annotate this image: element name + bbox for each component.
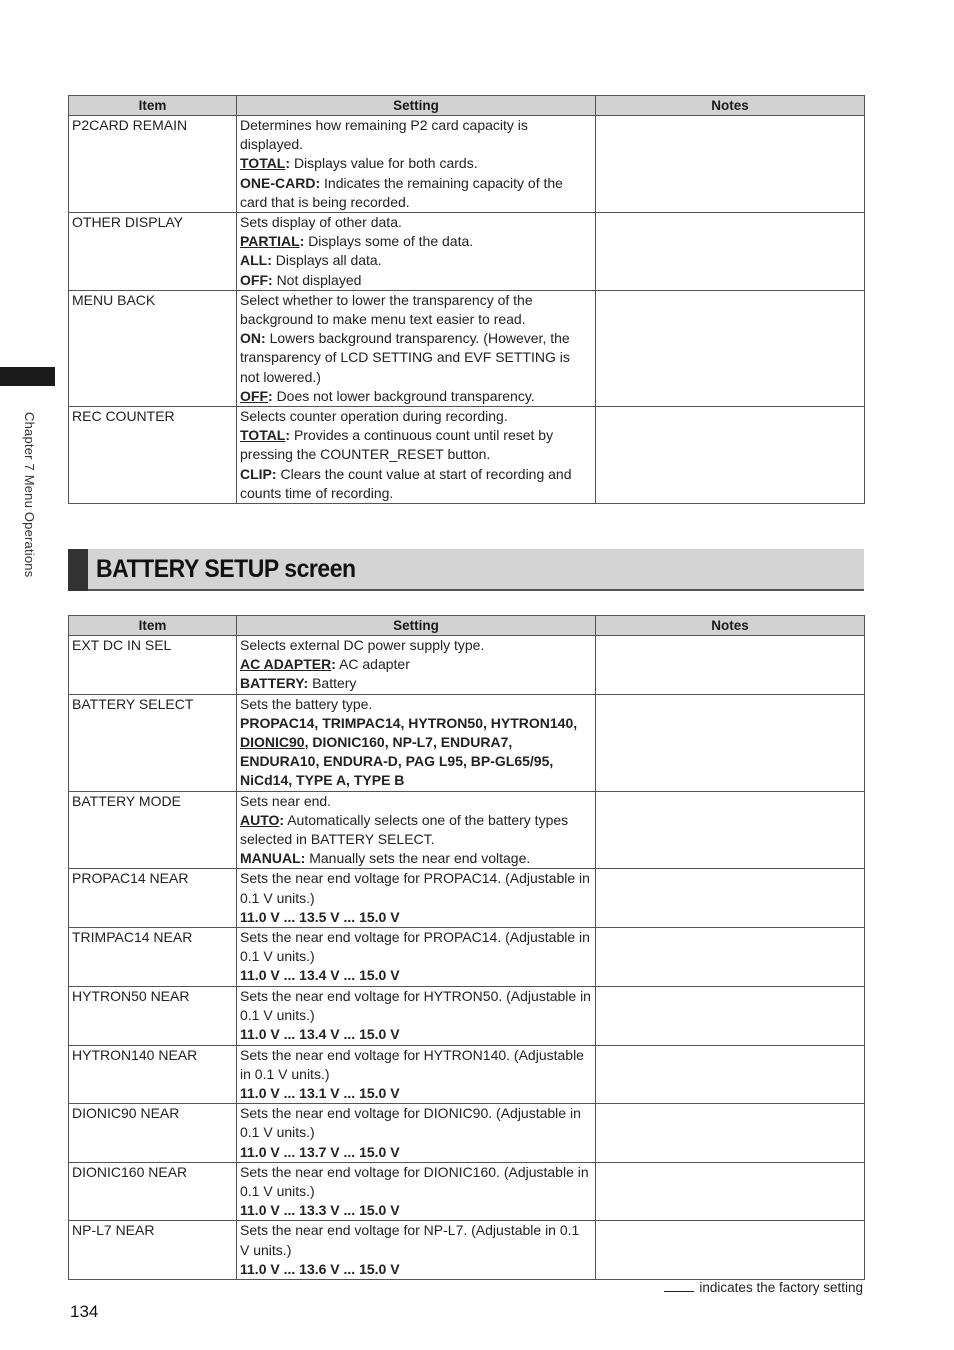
range-default: 13.3 V — [299, 1202, 340, 1219]
setting-description: Determines how remaining P2 card capacity is displayed. — [240, 117, 528, 153]
setting-cell — [237, 928, 596, 987]
setting-description: Sets the near end voltage for PROPAC14. (Adjustable in 0.1 V units.) — [240, 870, 590, 906]
voltage-range — [240, 1260, 592, 1279]
notes-cell — [596, 116, 865, 213]
section-title: BATTERY SETUP screen — [96, 555, 356, 583]
item-name: HYTRON140 NEAR — [69, 1045, 237, 1104]
notes-cell — [596, 407, 865, 504]
table-header-row — [69, 96, 865, 116]
chapter-side-label: Chapter 7 Menu Operations — [22, 412, 37, 578]
header-setting: Setting — [237, 96, 596, 116]
item-name: TRIMPAC14 NEAR — [69, 928, 237, 987]
header-notes: Notes — [596, 96, 865, 116]
option-label-default: AUTO — [240, 811, 280, 828]
option-text: Lowers background transparency. (However, the transparency of LCD SETTING and EVF SETTING is not lowered.) — [240, 330, 570, 385]
voltage-range — [240, 1084, 592, 1103]
notes-cell — [596, 636, 865, 695]
range-max: ... 15.0 V — [343, 908, 400, 925]
header-item: Item — [69, 96, 237, 116]
battery-list-default: DIONIC90 — [240, 734, 305, 751]
header-notes: Notes — [596, 616, 865, 636]
option-text: Displays some of the data. — [308, 233, 474, 250]
item-name: HYTRON50 NEAR — [69, 987, 237, 1046]
option-text: Automatically selects one of the battery types selected in BATTERY SELECT. — [240, 811, 569, 848]
table-row — [69, 290, 865, 406]
range-default: 13.5 V — [299, 908, 340, 925]
setting-option: ONE-CARD: Indicates the remaining capacity of the card that is being recorded. — [240, 174, 563, 210]
notes-cell — [596, 987, 865, 1046]
setting-option: AC ADAPTER: AC adapter — [240, 656, 410, 673]
setting-cell — [237, 290, 596, 406]
setting-option: CLIP: Clears the count value at start of recording and counts time of recording. — [240, 465, 572, 501]
item-name: BATTERY SELECT — [69, 694, 237, 791]
option-label-default: AC ADAPTER — [240, 656, 332, 673]
notes-cell — [596, 791, 865, 869]
range-max: ... 15.0 V — [343, 967, 400, 984]
item-name: NP-L7 NEAR — [69, 1221, 237, 1280]
option-label-default: TOTAL — [240, 427, 286, 444]
setting-cell — [237, 116, 596, 213]
option-label: BATTERY — [240, 675, 304, 692]
range-min: 11.0 V ... — [240, 1202, 296, 1219]
option-text: Battery — [312, 675, 357, 692]
option-text: Indicates the remaining capacity of the card that is being recorded. — [240, 174, 563, 210]
battery-type-list — [240, 714, 592, 791]
setting-cell — [237, 407, 596, 504]
option-text: Displays value for both cards. — [293, 155, 478, 172]
setting-cell — [237, 1221, 596, 1280]
table-row — [69, 407, 865, 504]
item-name: MENU BACK — [69, 290, 237, 406]
option-text: AC adapter — [339, 656, 410, 673]
range-max: ... 15.0 V — [343, 1143, 400, 1160]
header-setting: Setting — [237, 616, 596, 636]
item-name: REC COUNTER — [69, 407, 237, 504]
setting-description: Selects external DC power supply type. — [240, 637, 485, 653]
item-name: P2CARD REMAIN — [69, 116, 237, 213]
range-min: 11.0 V ... — [240, 1143, 296, 1160]
battery-setup-table — [68, 615, 865, 1280]
setting-option: OFF: Does not lower background transparency. — [240, 387, 535, 404]
option-text: Clears the count value at start of recording and counts time of recording. — [240, 465, 572, 501]
page-number: 134 — [70, 1302, 99, 1321]
section-header — [68, 549, 864, 591]
display-settings-table — [68, 95, 865, 504]
battery-list-part: , DIONIC160, NP-L7, ENDURA7, ENDURA10, ENDURA-D, PAG L95, BP-GL65/95, NiCd14, TYPE A, TYPE B — [240, 734, 554, 789]
option-label-default: TOTAL — [240, 155, 286, 172]
table-row — [69, 791, 865, 869]
item-name: OTHER DISPLAY — [69, 213, 237, 291]
chapter-tab-marker — [0, 367, 55, 386]
table-row — [69, 116, 865, 213]
range-max: ... 15.0 V — [343, 1026, 400, 1043]
option-text: Not displayed — [276, 271, 362, 288]
setting-cell — [237, 1045, 596, 1104]
voltage-range — [240, 1201, 592, 1220]
setting-option: TOTAL: Displays value for both cards. — [240, 155, 478, 172]
setting-option: AUTO: Automatically selects one of the battery types selected in BATTERY SELECT. — [240, 811, 569, 848]
table-row — [69, 1104, 865, 1163]
setting-cell — [237, 987, 596, 1046]
range-default: 13.4 V — [299, 1026, 340, 1043]
option-label-default: OFF — [240, 387, 268, 404]
setting-option: TOTAL: Provides a continuous count until reset by pressing the COUNTER_RESET button. — [240, 427, 554, 463]
voltage-range — [240, 1143, 592, 1162]
setting-cell — [237, 1162, 596, 1221]
notes-cell — [596, 290, 865, 406]
notes-cell — [596, 1162, 865, 1221]
range-min: 11.0 V ... — [240, 1026, 296, 1043]
option-text: Manually sets the near end voltage. — [309, 850, 531, 867]
item-name: EXT DC IN SEL — [69, 636, 237, 695]
setting-description: Select whether to lower the transparency of the background to make menu text easier to read. — [240, 291, 533, 328]
setting-cell — [237, 694, 596, 791]
option-label: MANUAL — [240, 850, 301, 867]
option-label: ONE-CARD — [240, 174, 316, 191]
option-label: OFF — [240, 271, 268, 288]
setting-option: OFF: Not displayed — [240, 271, 362, 288]
table-row — [69, 636, 865, 695]
setting-cell — [237, 869, 596, 928]
range-default: 13.1 V — [299, 1085, 340, 1102]
factory-setting-note — [664, 1280, 863, 1295]
table-row — [69, 213, 865, 291]
setting-option: ALL: Displays all data. — [240, 252, 382, 269]
option-text: Does not lower background transparency. — [276, 387, 535, 404]
range-default: 13.7 V — [299, 1143, 340, 1160]
setting-cell — [237, 791, 596, 869]
table-row — [69, 1162, 865, 1221]
section-header-bar — [68, 549, 88, 591]
notes-cell — [596, 1221, 865, 1280]
range-max: ... 15.0 V — [343, 1085, 400, 1102]
battery-list-part: PROPAC14, TRIMPAC14, HYTRON50, HYTRON140, — [240, 714, 578, 731]
item-name: DIONIC90 NEAR — [69, 1104, 237, 1163]
setting-option: MANUAL: Manually sets the near end voltage. — [240, 850, 531, 867]
setting-description: Selects counter operation during recording. — [240, 408, 508, 425]
setting-option: PARTIAL: Displays some of the data. — [240, 233, 474, 250]
item-name: BATTERY MODE — [69, 791, 237, 869]
header-item: Item — [69, 616, 237, 636]
setting-description: Sets the near end voltage for PROPAC14. (Adjustable in 0.1 V units.) — [240, 929, 590, 965]
factory-note-text: indicates the factory setting — [699, 1280, 863, 1295]
item-name: DIONIC160 NEAR — [69, 1162, 237, 1221]
option-label: CLIP — [240, 465, 272, 482]
notes-cell — [596, 694, 865, 791]
range-max: ... 15.0 V — [343, 1260, 400, 1277]
option-label: ON — [240, 330, 261, 347]
setting-description: Sets the battery type. — [240, 695, 373, 712]
option-label-default: PARTIAL — [240, 233, 300, 250]
notes-cell — [596, 213, 865, 291]
setting-cell — [237, 636, 596, 695]
table-row — [69, 869, 865, 928]
range-min: 11.0 V ... — [240, 967, 296, 984]
range-max: ... 15.0 V — [343, 1202, 400, 1219]
option-label: ALL — [240, 252, 268, 269]
setting-description: Sets the near end voltage for DIONIC90. (Adjustable in 0.1 V units.) — [240, 1105, 581, 1141]
table-row — [69, 928, 865, 987]
setting-description: Sets display of other data. — [240, 214, 402, 231]
underline-sample — [664, 1291, 694, 1292]
setting-description: Sets the near end voltage for HYTRON140. (Adjustable in 0.1 V units.) — [240, 1046, 584, 1082]
range-default: 13.4 V — [299, 967, 340, 984]
range-min: 11.0 V ... — [240, 908, 296, 925]
range-min: 11.0 V ... — [240, 1260, 296, 1277]
notes-cell — [596, 869, 865, 928]
option-text: Displays all data. — [275, 252, 382, 269]
table-row — [69, 1221, 865, 1280]
option-text: Provides a continuous count until reset by pressing the COUNTER_RESET button. — [240, 427, 554, 463]
notes-cell — [596, 928, 865, 987]
setting-cell — [237, 1104, 596, 1163]
table-row — [69, 1045, 865, 1104]
setting-description: Sets the near end voltage for DIONIC160. (Adjustable in 0.1 V units.) — [240, 1163, 589, 1200]
notes-cell — [596, 1104, 865, 1163]
voltage-range — [240, 966, 592, 985]
voltage-range — [240, 1025, 592, 1044]
item-name: PROPAC14 NEAR — [69, 869, 237, 928]
range-default: 13.6 V — [299, 1260, 340, 1277]
table-header-row — [69, 616, 865, 636]
setting-description: Sets near end. — [240, 792, 332, 809]
range-min: 11.0 V ... — [240, 1085, 296, 1102]
table-row — [69, 694, 865, 791]
setting-description: Sets the near end voltage for NP-L7. (Adjustable in 0.1 V units.) — [240, 1222, 580, 1258]
setting-description: Sets the near end voltage for HYTRON50. (Adjustable in 0.1 V units.) — [240, 988, 591, 1024]
setting-option: ON: Lowers background transparency. (However, the transparency of LCD SETTING and EVF SETTING is not lowered.) — [240, 330, 570, 385]
setting-cell — [237, 213, 596, 291]
notes-cell — [596, 1045, 865, 1104]
table-row — [69, 987, 865, 1046]
setting-option: BATTERY: Battery — [240, 675, 357, 692]
voltage-range — [240, 908, 592, 927]
